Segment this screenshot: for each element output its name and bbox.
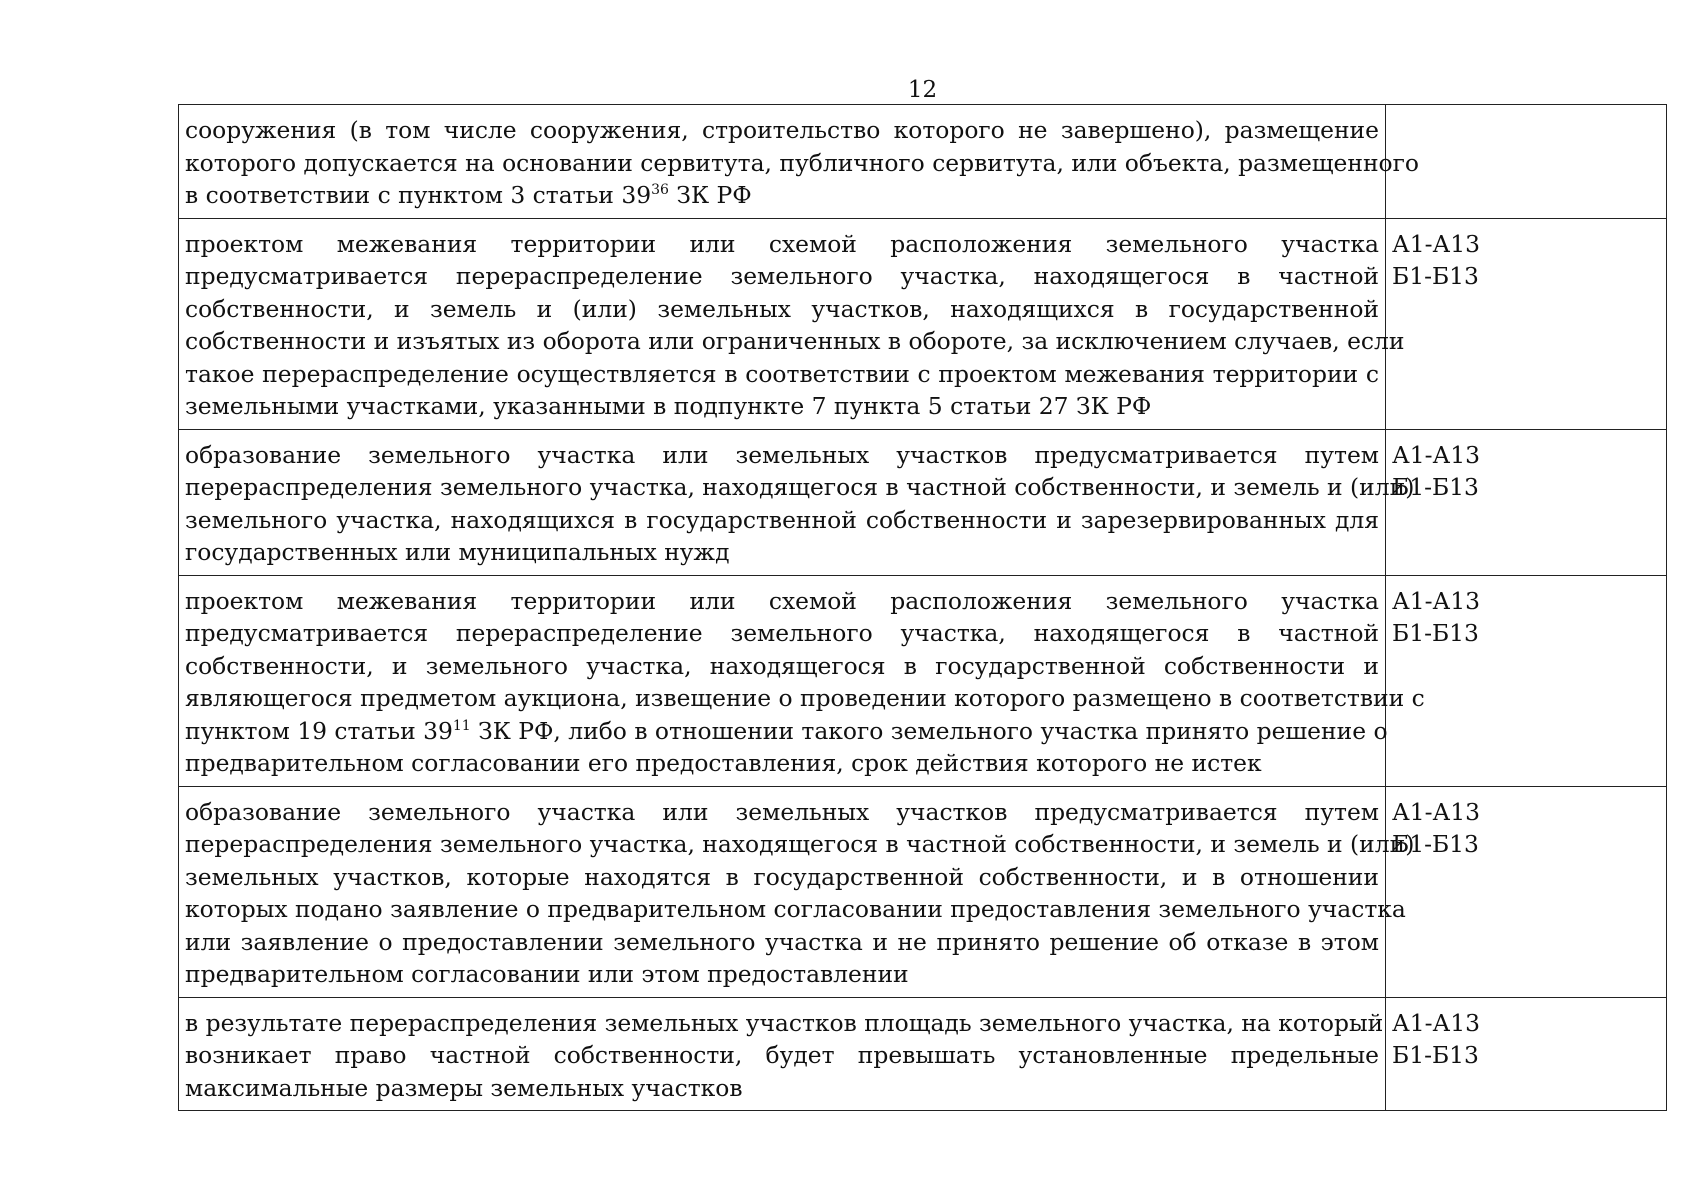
code-b: Б1-Б13 — [1392, 1041, 1479, 1069]
code-b: Б1-Б13 — [1392, 473, 1479, 501]
code-a: А1-А13 — [1392, 586, 1480, 615]
text-line: земельными участками, указанными в подпункте 7 пункта 5 статьи 27 ЗК РФ — [185, 392, 1152, 420]
text-line: в результате перераспределения земельных участков площадь земельного участка, на который — [185, 1008, 1384, 1037]
text-line: перераспределения земельного участка, находящегося в частной собственности, и земель и (или) — [185, 473, 1415, 501]
text-line: которых подано заявление о предварительном согласовании предоставления земельного участка — [185, 895, 1406, 923]
text-fragment: ЗК РФ, либо в отношении такого земельного участка принято решение о — [470, 716, 1388, 745]
condition-cell — [179, 575, 1425, 786]
text-line: предусматривается перераспределение земельного участка, находящегося в частной — [185, 262, 1379, 290]
codes-cell — [1386, 218, 1667, 429]
text-line — [185, 179, 1379, 212]
code-a: А1-А13 — [1392, 229, 1480, 258]
text-line: такое перераспределение осуществляется в соответствии с проектом межевания территории с — [185, 359, 1379, 388]
text-line — [185, 715, 1388, 748]
text-line: максимальные размеры земельных участков — [185, 1073, 743, 1102]
text-line: собственности и изъятых из оборота или ограниченных в обороте, за исключением случаев, если — [185, 327, 1405, 355]
text-line: земельных участков, которые находятся в государственной собственности, и в отношении — [185, 862, 1379, 891]
condition-cell — [179, 105, 1419, 219]
code-b: Б1-Б13 — [1392, 830, 1479, 858]
text-line: образование земельного участка или земельных участков предусматривается путем — [185, 440, 1379, 469]
text-line: государственных или муниципальных нужд — [185, 538, 730, 566]
condition-cell — [179, 786, 1415, 997]
text-line: которого допускается на основании сервитута, публичного сервитута, или объекта, размещенного — [185, 148, 1419, 177]
codes-cell — [1386, 575, 1667, 786]
code-b: Б1-Б13 — [1392, 619, 1479, 647]
codes-cell — [1386, 997, 1667, 1111]
text-line: сооружения (в том числе сооружения, строительство которого не завершено), размещение — [185, 116, 1379, 144]
table-row — [179, 429, 1667, 575]
text-line: возникает право частной собственности, будет превышать установленные предельные — [185, 1041, 1379, 1069]
text-line: проектом межевания территории или схемой расположения земельного участка — [185, 229, 1379, 258]
code-b: Б1-Б13 — [1392, 262, 1479, 290]
text-line: предварительном согласовании его предоставления, срок действия которого не истек — [185, 749, 1262, 777]
table-row — [179, 997, 1667, 1111]
grounds-table — [178, 104, 1667, 1111]
codes-cell — [1386, 429, 1667, 575]
page-number: 12 — [907, 77, 938, 103]
superscript: 11 — [452, 717, 471, 734]
superscript: 36 — [651, 182, 669, 198]
codes-cell — [1386, 105, 1667, 219]
text-line: являющегося предметом аукциона, извещение о проведении которого размещено в соответствии с — [185, 684, 1425, 712]
text-fragment: пунктом 19 статьи 39 — [185, 716, 453, 745]
text-fragment: ЗК РФ — [668, 181, 752, 209]
table-row — [179, 218, 1667, 429]
code-a: А1-А13 — [1392, 440, 1480, 469]
code-a: А1-А13 — [1392, 1008, 1480, 1037]
codes-cell — [1386, 786, 1667, 997]
text-line: или заявление о предоставлении земельного участка и не принято решение об отказе в этом — [185, 927, 1379, 956]
condition-cell — [179, 218, 1405, 429]
text-line: предусматривается перераспределение земельного участка, находящегося в частной — [185, 619, 1379, 647]
text-line: образование земельного участка или земельных участков предусматривается путем — [185, 797, 1379, 826]
text-line: проектом межевания территории или схемой расположения земельного участка — [185, 586, 1379, 615]
text-line: собственности, и земель и (или) земельных участков, находящихся в государственной — [185, 294, 1379, 323]
text-line: перераспределения земельного участка, находящегося в частной собственности, и земель и (или) — [185, 830, 1415, 858]
text-line: земельного участка, находящихся в государственной собственности и зарезервированных для — [185, 505, 1379, 534]
text-fragment: в соответствии с пунктом 3 статьи 39 — [185, 181, 652, 209]
table-row — [179, 105, 1667, 219]
condition-cell — [179, 429, 1415, 575]
condition-cell — [179, 997, 1386, 1111]
code-a: А1-А13 — [1392, 797, 1480, 826]
text-line: собственности, и земельного участка, находящегося в государственной собственности и — [185, 651, 1379, 680]
table-row — [179, 575, 1667, 786]
table-row — [179, 786, 1667, 997]
text-line: предварительном согласовании или этом предоставлении — [185, 960, 909, 988]
